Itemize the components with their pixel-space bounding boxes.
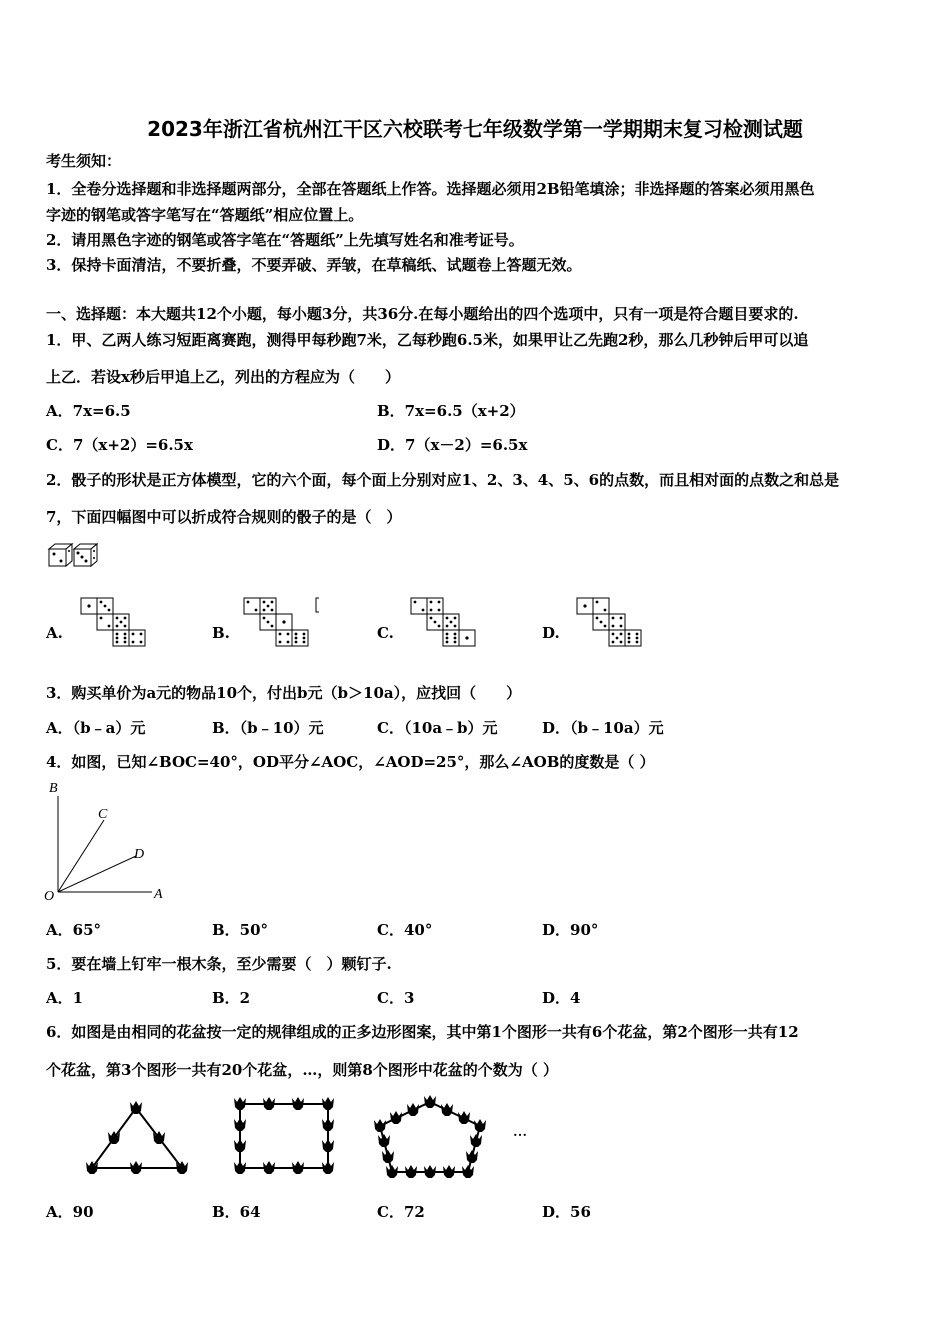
q6-text-a: 6．如图是由相同的花盆按一定的规律组成的正多边形图案，其中第1个图形一共有6个花盆，第2个图形一共有12 xyxy=(46,1023,799,1041)
q2-option-c[interactable]: C. xyxy=(377,624,394,642)
q1-option-a[interactable]: A．7x=6.5 xyxy=(46,402,131,420)
q2-net-b xyxy=(243,597,323,647)
q4-option-b[interactable]: B．50° xyxy=(212,921,269,939)
q1-option-d[interactable]: D．7（x－2）=6.5x xyxy=(377,436,528,454)
q4-option-c[interactable]: C．40° xyxy=(377,921,433,939)
q6-option-a[interactable]: A．90 xyxy=(46,1203,94,1221)
q5-option-b[interactable]: B．2 xyxy=(212,989,251,1007)
notice-item-2: 2．请用黑色字迹的钢笔或答字笔在“答题纸”上先填写姓名和准考证号。 xyxy=(46,231,524,249)
notice-item-1a: 1．全卷分选择题和非选择题两部分，全部在答题纸上作答。选择题必须用2B铅笔填涂；非选择题的答案必须用黑色 xyxy=(46,180,815,198)
q2-net-c xyxy=(410,597,480,647)
q4-option-d[interactable]: D．90° xyxy=(542,921,599,939)
q6-option-b[interactable]: B．64 xyxy=(212,1203,261,1221)
q3-option-c[interactable]: C．（10a﹣b）元 xyxy=(377,719,498,737)
q6-text-b: 个花盆，第3个图形一共有20个花盆，…，则第8个图形中花盆的个数为（ ） xyxy=(46,1061,558,1079)
q2-text-b: 7，下面四幅图中可以折成符合规则的骰子的是（ ） xyxy=(46,508,402,526)
q6-option-c[interactable]: C．72 xyxy=(377,1203,425,1221)
q3-option-d[interactable]: D．（b﹣10a）元 xyxy=(542,719,664,737)
section-heading: 一、选择题：本大题共12个小题，每小题3分，共36分.在每小题给出的四个选项中，只有一项是符合题目要求的. xyxy=(46,305,799,323)
pattern-ellipsis: … xyxy=(513,1125,527,1140)
q3-option-b[interactable]: B．（b﹣10）元 xyxy=(212,719,324,737)
label-o: O xyxy=(44,889,55,904)
q3-option-a[interactable]: A．（b﹣a）元 xyxy=(46,719,146,737)
q2-net-d xyxy=(576,597,646,647)
notice-item-3: 3．保持卡面清洁，不要折叠，不要弄破、弄皱，在草稿纸、试题卷上答题无效。 xyxy=(46,256,582,274)
pattern-triangle xyxy=(86,1101,188,1174)
q1-text-b: 上乙．若设x秒后甲追上乙，列出的方程应为（ ） xyxy=(46,368,400,386)
q1-text-a: 1．甲、乙两人练习短距离赛跑，测得甲每秒跑7米，乙每秒跑6.5米，如果甲让乙先跑2秒，那么几秒钟后甲可以追 xyxy=(46,331,809,349)
die-cube-1 xyxy=(49,544,72,566)
q5-option-a[interactable]: A．1 xyxy=(46,989,84,1007)
q3-text: 3．购买单价为a元的物品10个，付出b元（b＞10a），应找回（ ） xyxy=(46,684,522,702)
pattern-square xyxy=(234,1097,334,1174)
q2-option-d[interactable]: D. xyxy=(542,624,560,642)
q5-option-c[interactable]: C．3 xyxy=(377,989,415,1007)
q2-net-a xyxy=(80,597,150,647)
notice-heading: 考生须知： xyxy=(46,152,122,170)
q6-option-d[interactable]: D．56 xyxy=(542,1203,591,1221)
q1-option-c[interactable]: C．7（x+2）=6.5x xyxy=(46,436,193,454)
notice-item-1b: 字迹的钢笔或答字笔写在“答题纸”相应位置上。 xyxy=(46,206,364,224)
label-c: C xyxy=(98,807,108,822)
q6-flowerpot-patterns xyxy=(80,1094,527,1186)
q2-option-b[interactable]: B. xyxy=(212,624,230,642)
page-title: 2023年浙江省杭州江干区六校联考七年级数学第一学期期末复习检测试题 xyxy=(147,117,803,141)
dice-example-figure xyxy=(46,541,100,569)
q5-text: 5．要在墙上钉牢一根木条，至少需要（ ）颗钉子. xyxy=(46,955,392,973)
q4-angle-figure xyxy=(44,776,174,904)
label-a: A xyxy=(154,887,163,902)
q4-text: 4．如图，已知∠BOC=40°，OD平分∠AOC，∠AOD=25°，那么∠AOB的度数是（ ） xyxy=(46,753,655,771)
q1-option-b[interactable]: B．7x=6.5（x+2） xyxy=(377,402,525,420)
q2-option-a[interactable]: A. xyxy=(46,624,63,642)
label-d: D xyxy=(134,847,145,862)
die-cube-2 xyxy=(74,544,97,566)
q2-text-a: 2．骰子的形状是正方体模型，它的六个面，每个面上分别对应1、2、3、4、5、6的点数，而且相对面的点数之和总是 xyxy=(46,471,840,489)
q5-option-d[interactable]: D．4 xyxy=(542,989,581,1007)
pattern-pentagon xyxy=(374,1095,486,1178)
q4-option-a[interactable]: A．65° xyxy=(46,921,102,939)
label-b: B xyxy=(49,781,58,796)
